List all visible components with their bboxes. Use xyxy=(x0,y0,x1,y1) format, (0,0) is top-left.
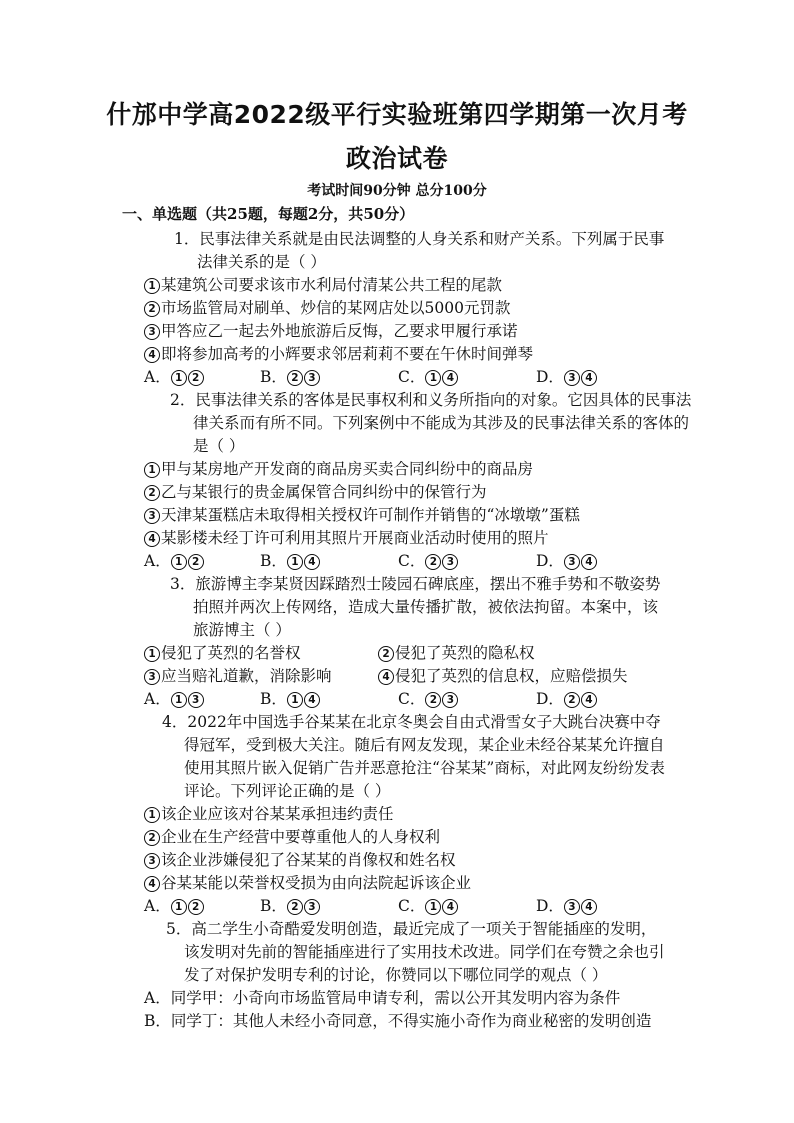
circled-number: 3 xyxy=(144,669,160,685)
section-heading: 一、单选题（共25题，每题2分，共50分） xyxy=(122,205,415,223)
question-2-stem-line3: 是（ ） xyxy=(193,437,245,455)
question-1-stem-line1: 1．民事法律关系就是由民法调整的人身关系和财产关系。下列属于民事 xyxy=(174,230,665,248)
question-4-item-4 xyxy=(144,872,471,894)
question-5-stem-line2: 该发明对先前的智能插座进行了实用技术改进。同学们在夸赞之余也引 xyxy=(184,943,665,961)
exam-info: 考试时间90分钟 总分100分 xyxy=(307,183,487,199)
question-2-choice-d[interactable]: D． 3 4 xyxy=(536,550,598,572)
question-3-choice-d[interactable]: D． 2 4 xyxy=(536,688,598,710)
question-1-choice-b[interactable]: B． 2 3 xyxy=(260,366,321,388)
item-text: 谷某某能以荣誉权受损为由向法院起诉该企业 xyxy=(161,874,472,892)
circled-number: 4 xyxy=(144,531,160,547)
question-3-stem-line3: 旅游博主（ ） xyxy=(193,621,291,639)
question-4-stem-line1: 4．2022年中国选手谷某某在北京冬奥会自由式滑雪女子大跳台决赛中夺 xyxy=(162,713,661,731)
item-text: 甲答应乙一起去外地旅游后反悔，乙要求甲履行承诺 xyxy=(161,322,518,340)
item-text: 应当赔礼道歉，消除影响 xyxy=(161,667,332,685)
circled-number: 1 xyxy=(144,807,160,823)
question-4-stem-line2: 得冠军，受到极大关注。随后有网友发现，某企业未经谷某某允许擅自 xyxy=(184,736,665,754)
item-text: 市场监管局对刷单、炒信的某网店处以5000元罚款 xyxy=(161,299,511,317)
question-2-stem-line2: 律关系而有所不同。下列案例中不能成为其涉及的民事法律关系的客体的 xyxy=(193,414,690,432)
circled-number: 3 xyxy=(144,508,160,524)
item-text: 企业在生产经营中要尊重他人的人身权利 xyxy=(161,828,441,846)
question-1-stem-line2: 法律关系的是（ ） xyxy=(197,253,326,271)
question-5-stem-line1: 5．高二学生小奇酷爱发明创造，最近完成了一项关于智能插座的发明， xyxy=(166,920,657,938)
circled-number: 3 xyxy=(144,324,160,340)
circled-number: 2 xyxy=(144,485,160,501)
question-2-choice-b[interactable]: B． 1 4 xyxy=(260,550,321,572)
question-4-stem-line3: 使用其照片嵌入促销广告并恶意抢注“谷某某”商标，对此网友纷纷发表 xyxy=(184,759,665,777)
question-5-choice-a[interactable]: A．同学甲：小奇向市场监管局申请专利，需以公开其发明内容为条件 xyxy=(144,989,621,1007)
question-4-choice-c[interactable]: C． 1 4 xyxy=(398,895,459,917)
item-text: 侵犯了英烈的隐私权 xyxy=(395,644,535,662)
question-2-item-3 xyxy=(144,504,580,526)
circled-number: 4 xyxy=(144,876,160,892)
item-text: 天津某蛋糕店未取得相关授权许可制作并销售的“冰墩墩”蛋糕 xyxy=(161,506,580,524)
question-4-choice-b[interactable]: B． 2 3 xyxy=(260,895,321,917)
item-text: 某影楼未经丁许可利用其照片开展商业活动时使用的照片 xyxy=(161,529,549,547)
question-4-item-2 xyxy=(144,826,440,848)
item-text: 侵犯了英烈的信息权，应赔偿损失 xyxy=(395,667,628,685)
question-2-choice-c[interactable]: C． 2 3 xyxy=(398,550,459,572)
question-3-choice-a[interactable]: A． 1 3 xyxy=(144,688,205,710)
question-3-item-2 xyxy=(378,642,535,664)
question-3-item-3 xyxy=(144,665,332,687)
question-3-choice-c[interactable]: C． 2 3 xyxy=(398,688,459,710)
question-2-item-4 xyxy=(144,527,549,549)
circled-number: 2 xyxy=(144,301,160,317)
item-text: 该企业应该对谷某某承担违约责任 xyxy=(161,805,394,823)
question-3-item-4 xyxy=(378,665,628,687)
circled-number: 1 xyxy=(144,646,160,662)
item-text: 乙与某银行的贵金属保管合同纠纷中的保管行为 xyxy=(161,483,487,501)
question-3-item-1 xyxy=(144,642,301,664)
circled-number: 3 xyxy=(144,853,160,869)
question-3-choice-b[interactable]: B． 1 4 xyxy=(260,688,321,710)
question-5-stem-line3: 发了对保护发明专利的讨论，你赞同以下哪位同学的观点（ ） xyxy=(184,966,608,984)
question-1-item-1 xyxy=(144,274,502,296)
question-1-item-2 xyxy=(144,297,510,319)
item-text: 甲与某房地产开发商的商品房买卖合同纠纷中的商品房 xyxy=(161,460,534,478)
circled-number: 2 xyxy=(144,830,160,846)
question-1-item-4 xyxy=(144,343,533,365)
question-4-item-3 xyxy=(144,849,456,871)
question-5-choice-b[interactable]: B．同学丁：其他人未经小奇同意，不得实施小奇作为商业秘密的发明创造 xyxy=(144,1012,652,1030)
item-text: 侵犯了英烈的名誉权 xyxy=(161,644,301,662)
question-3-stem-line2: 拍照并两次上传网络，造成大量传播扩散，被依法拘留。本案中，该 xyxy=(193,598,659,616)
circled-number: 1 xyxy=(144,462,160,478)
circled-number: 1 xyxy=(144,278,160,294)
question-1-choice-a[interactable]: A． 1 2 xyxy=(144,366,205,388)
question-4-stem-line4: 评论。下列评论正确的是（ ） xyxy=(184,782,391,800)
circled-number: 2 xyxy=(378,646,394,662)
exam-title-line2: 政治试卷 xyxy=(345,144,448,173)
question-4-item-1 xyxy=(144,803,394,825)
question-2-stem-line1: 2．民事法律关系的客体是民事权利和义务所指向的对象。它因具体的民事法 xyxy=(170,391,692,409)
question-2-item-2 xyxy=(144,481,487,503)
question-4-choice-d[interactable]: D． 3 4 xyxy=(536,895,598,917)
circled-number: 4 xyxy=(144,347,160,363)
exam-title-line1: 什邡中学高2022级平行实验班第四学期第一次月考 xyxy=(106,100,688,129)
question-4-choice-a[interactable]: A． 1 2 xyxy=(144,895,205,917)
item-text: 该企业涉嫌侵犯了谷某某的肖像权和姓名权 xyxy=(161,851,456,869)
item-text: 某建筑公司要求该市水利局付清某公共工程的尾款 xyxy=(161,276,503,294)
question-1-choice-d[interactable]: D． 3 4 xyxy=(536,366,598,388)
question-1-item-3 xyxy=(144,320,518,342)
item-text: 即将参加高考的小辉要求邻居莉莉不要在午休时间弹琴 xyxy=(161,345,534,363)
question-2-choice-a[interactable]: A． 1 2 xyxy=(144,550,205,572)
question-3-stem-line1: 3．旅游博主李某贤因踩踏烈士陵园石碑底座，摆出不雅手势和不敬姿势 xyxy=(170,575,661,593)
question-2-item-1 xyxy=(144,458,533,480)
question-1-choice-c[interactable]: C． 1 4 xyxy=(398,366,459,388)
circled-number: 4 xyxy=(378,669,394,685)
